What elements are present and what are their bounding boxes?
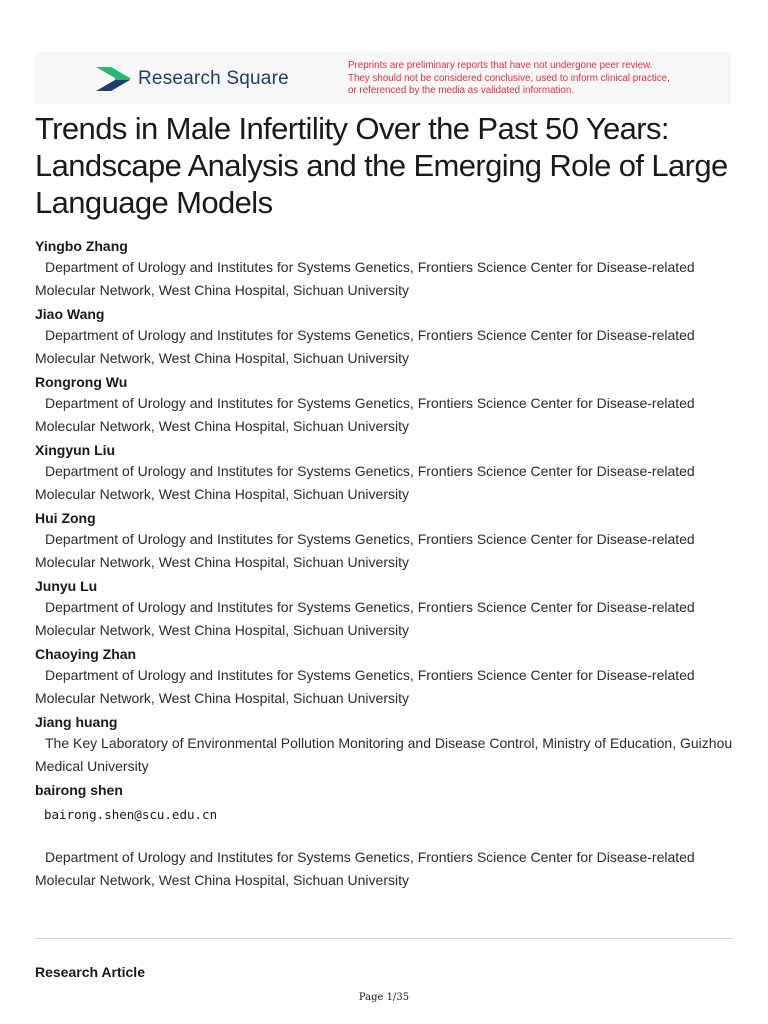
author-block: [35, 712, 735, 778]
author-affiliation: Department of Urology and Institutes for Systems Genetics, Frontiers Science Center for Disease-related Molecular Network, West China Hospital, Sichuan University: [35, 463, 695, 502]
page-number: Page 1/35: [358, 992, 410, 1003]
author-name[interactable]: Hui Zong: [35, 510, 96, 526]
disclaimer-line: or referenced by the media as validated information.: [348, 85, 574, 96]
research-square-logo-icon: [94, 64, 132, 94]
author-affiliation: Department of Urology and Institutes for Systems Genetics, Frontiers Science Center for Disease-related Molecular Network, West China Hospital, Sichuan University: [35, 259, 695, 298]
author-name[interactable]: Junyu Lu: [35, 578, 98, 594]
logo-text: Research Square: [138, 68, 289, 89]
author-affiliation: The Key Laboratory of Environmental Pollution Monitoring and Disease Control, Ministry of Education, Guizhou Medical University: [35, 735, 733, 774]
author-affiliation: Department of Urology and Institutes for Systems Genetics, Frontiers Science Center for Disease-related Molecular Network, West China Hospital, Sichuan University: [35, 599, 695, 638]
disclaimer-line: Preprints are preliminary reports that have not undergone peer review.: [348, 60, 653, 71]
author-block: [35, 236, 735, 302]
author-name[interactable]: bairong shen: [35, 782, 123, 798]
disclaimer-line: They should not be considered conclusive, used to inform clinical practice,: [348, 72, 670, 84]
author-affiliation: Department of Urology and Institutes for Systems Genetics, Frontiers Science Center for Disease-related Molecular Network, West China Hospital, Sichuan University: [35, 667, 695, 706]
author-block: [35, 644, 735, 710]
author-affiliation: Department of Urology and Institutes for Systems Genetics, Frontiers Science Center for Disease-related Molecular Network, West China Hospital, Sichuan University: [35, 395, 695, 434]
author-affiliation: Department of Urology and Institutes for Systems Genetics, Frontiers Science Center for Disease-related Molecular Network, West China Hospital, Sichuan University: [35, 531, 695, 570]
author-name[interactable]: Rongrong Wu: [35, 374, 128, 390]
article-type-label: Research Article: [35, 964, 145, 980]
corresponding-author-block: [35, 780, 735, 892]
preprint-disclaimer: [348, 60, 728, 98]
author-block: [35, 576, 735, 642]
author-name[interactable]: Xingyun Liu: [35, 442, 116, 458]
author-block: [35, 508, 735, 574]
author-name[interactable]: Yingbo Zhang: [35, 238, 128, 254]
author-email-link[interactable]: bairong.shen@scu.edu.cn: [44, 807, 218, 822]
section-divider: [35, 938, 733, 939]
author-name[interactable]: Jiang huang: [35, 714, 118, 730]
author-name[interactable]: Chaoying Zhan: [35, 646, 137, 662]
author-block: [35, 304, 735, 370]
author-list: [35, 236, 735, 894]
author-affiliation: Department of Urology and Institutes for Systems Genetics, Frontiers Science Center for Disease-related Molecular Network, West China Hospital, Sichuan University: [35, 849, 695, 888]
author-name[interactable]: Jiao Wang: [35, 306, 105, 322]
author-affiliation: Department of Urology and Institutes for Systems Genetics, Frontiers Science Center for Disease-related Molecular Network, West China Hospital, Sichuan University: [35, 327, 695, 366]
author-block: [35, 372, 735, 438]
paper-title: Trends in Male Infertility Over the Past 50 Years: Landscape Analysis and the Emerging Role of Large Language Models: [35, 111, 728, 220]
author-block: [35, 440, 735, 506]
